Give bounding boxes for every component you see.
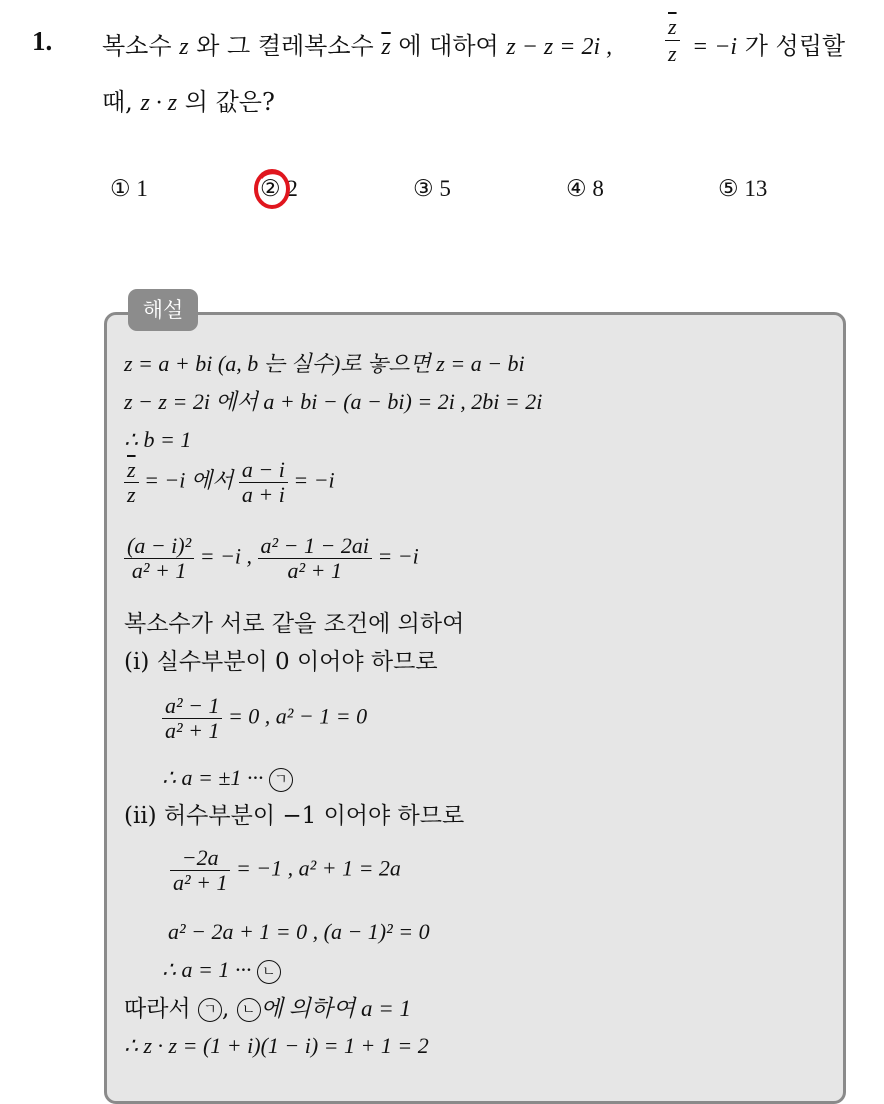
option-5[interactable]: ⑤ 13	[718, 176, 768, 201]
solution-line-6: 복소수가 서로 같을 조건에 의하여	[124, 611, 465, 637]
solution-line-2: z − z = 2i 에서 a + bi − (a − bi) = 2i , 2bi = 2i	[124, 389, 543, 414]
solution-line-8: $\frac{\text{a² − 1}}{\text{a² + 1}}$ = 0 , a² − 1 = 0	[162, 694, 367, 743]
solution-line-14: 따라서 ㄱ , ㄴ 에 의하여 a = 1	[124, 996, 411, 1022]
stem-var-zbar: $\overline{z}$	[381, 34, 391, 60]
circled-giyeok-icon: ㄱ	[198, 998, 222, 1022]
solution-line-4: $\frac{\overline{z}}{z}$ = −i 에서 $\frac{a - i}{a + i}$ = −i	[124, 458, 335, 507]
stem-var-z: z	[179, 34, 189, 60]
solution-line-11: $\frac{-2a}{\text{a² + 1}}$ = −1 , a² + 1 = 2a	[170, 846, 401, 895]
solution-line-12: a² − 2a + 1 = 0 , (a − 1)² = 0	[168, 919, 430, 944]
solution-line-3: ∴ b = 1	[124, 427, 192, 452]
solution-line-13: ∴ a = 1 ··· ㄴ	[162, 958, 281, 984]
stem-text: 에 대하여	[398, 32, 499, 60]
solution-line-7: (i) 실수부분이 0 이어야 하므로	[124, 649, 438, 675]
option-3[interactable]: ③ 5	[413, 176, 451, 201]
option-4[interactable]: ④ 8	[566, 176, 604, 201]
circled-nieun-icon: ㄴ	[237, 998, 261, 1022]
solution-line-9: ∴ a = ±1 ··· ㄱ	[162, 766, 293, 792]
option-2[interactable]: ② 2	[260, 176, 298, 201]
stem-text: 의 값은?	[184, 88, 275, 116]
stem-equation-1: z − z = 2i ,	[506, 34, 613, 60]
answer-circle-mark-icon	[253, 168, 293, 210]
circled-giyeok-icon: ㄱ	[269, 768, 293, 792]
solution-line-10: (ii) 허수부분이 −1 이어야 하므로	[124, 803, 465, 829]
stem-text: 때,	[102, 88, 133, 116]
question-number: 1.	[32, 26, 53, 56]
stem-text: 와 그 켤레복소수	[196, 32, 374, 60]
solution-line-5: $\frac{\text{(a − i)²}}{\text{a² + 1}}$ = −i , $\frac{\text{a² − 1 − 2ai}}{\text{a² + 1}}$ = −i	[124, 534, 419, 583]
stem-equation-2: = −i	[692, 34, 738, 60]
solution-tag: 해설	[128, 289, 198, 331]
question-stem-line1	[102, 34, 612, 59]
option-1[interactable]: ① 1	[110, 176, 148, 201]
stem-text: 복소수	[102, 32, 172, 60]
solution-line-1: z = a + bi (a, b 는 실수)로 놓으면 z = a − bi	[124, 351, 525, 376]
stem-text: 가 성립할	[744, 32, 846, 60]
solution-line-15: ∴ z · z = (1 + i)(1 − i) = 1 + 1 = 2	[124, 1033, 429, 1058]
stem-fraction-zbar-over-z: $\frac{\overline{z}}{z}$	[665, 14, 680, 67]
question-stem-line2	[102, 90, 275, 115]
stem-expression: z · z	[140, 90, 178, 116]
question-stem-line1-end	[692, 34, 845, 59]
circled-nieun-icon: ㄴ	[257, 960, 281, 984]
